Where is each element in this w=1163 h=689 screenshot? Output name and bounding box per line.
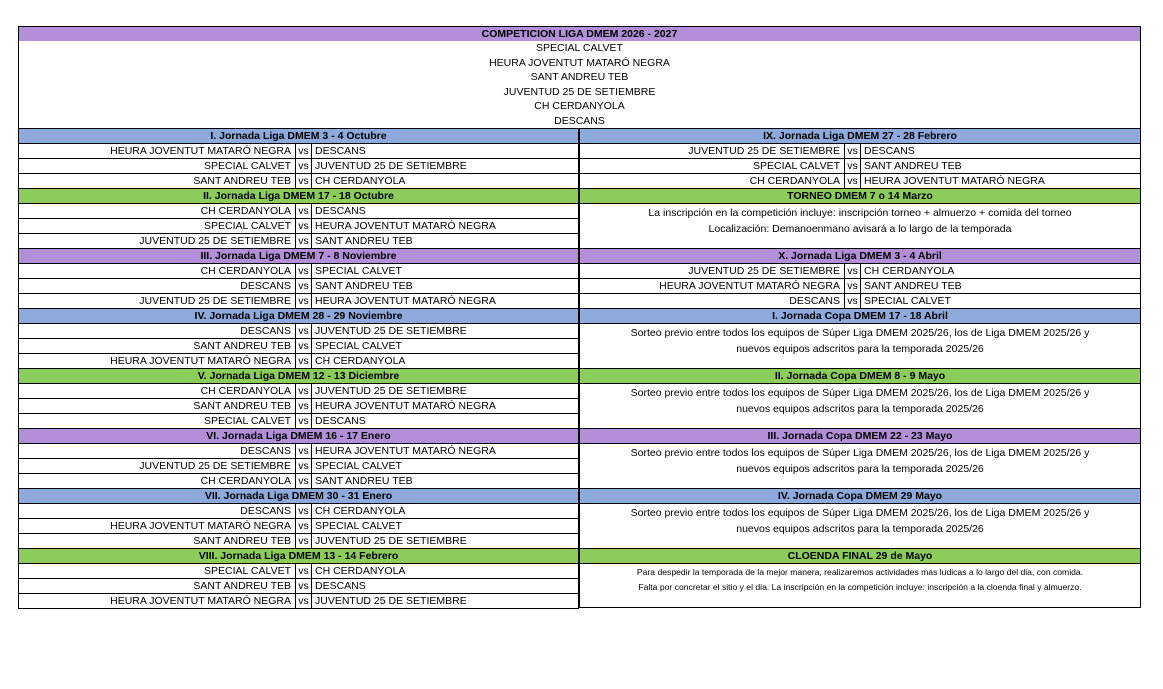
match-row: [18, 218, 579, 233]
away-team: SPECIAL CALVET: [315, 265, 402, 277]
away-team: SPECIAL CALVET: [315, 460, 402, 472]
home-team: JUVENTUD 25 DE SETIEMBRE: [580, 264, 845, 278]
match-row: [18, 533, 579, 548]
match-row: [18, 233, 579, 248]
vs-label: vs: [296, 594, 312, 608]
match-row: [18, 503, 579, 518]
home-team: SANT ANDREU TEB: [19, 534, 296, 548]
home-team: JUVENTUD 25 DE SETIEMBRE: [19, 234, 296, 248]
away-team: JUVENTUD 25 DE SETIEMBRE: [315, 160, 467, 172]
left-column: [18, 128, 579, 609]
vs-label: vs: [845, 174, 861, 188]
away-team: SANT ANDREU TEB: [864, 280, 962, 292]
vs-label: vs: [296, 234, 312, 248]
match-row: [18, 173, 579, 188]
vs-label: vs: [296, 564, 312, 578]
match-row: [18, 278, 579, 293]
vs-label: vs: [296, 339, 312, 353]
vs-label: vs: [296, 534, 312, 548]
round-note: [579, 503, 1141, 548]
away-team: DESCANS: [864, 145, 915, 157]
home-team: SPECIAL CALVET: [19, 414, 296, 428]
home-team: HEURA JOVENTUT MATARÓ NEGRA: [19, 594, 296, 608]
vs-label: vs: [296, 474, 312, 488]
away-team: JUVENTUD 25 DE SETIEMBRE: [315, 385, 467, 397]
away-team: JUVENTUD 25 DE SETIEMBRE: [315, 325, 467, 337]
away-team: CH CERDANYOLA: [864, 265, 955, 277]
home-team: DESCANS: [19, 504, 296, 518]
round-note: [579, 563, 1141, 608]
match-row: [18, 458, 579, 473]
vs-label: vs: [845, 279, 861, 293]
home-team: SPECIAL CALVET: [19, 219, 296, 233]
away-team: SANT ANDREU TEB: [315, 475, 413, 487]
round-header: IV. Jornada Copa DMEM 29 Mayo: [579, 488, 1141, 503]
team-list-item: SANT ANDREU TEB: [18, 70, 1141, 85]
round-header: VII. Jornada Liga DMEM 30 - 31 Enero: [18, 488, 579, 503]
vs-label: vs: [296, 264, 312, 278]
home-team: HEURA JOVENTUT MATARÓ NEGRA: [19, 144, 296, 158]
home-team: DESCANS: [19, 324, 296, 338]
round-header: III. Jornada Copa DMEM 22 - 23 Mayo: [579, 428, 1141, 443]
vs-label: vs: [296, 324, 312, 338]
home-team: CH CERDANYOLA: [19, 264, 296, 278]
away-team: CH CERDANYOLA: [315, 175, 406, 187]
away-team: SPECIAL CALVET: [315, 340, 402, 352]
away-team: DESCANS: [315, 415, 366, 427]
match-row: [579, 293, 1141, 308]
round-header: CLOENDA FINAL 29 de Mayo: [579, 548, 1141, 563]
vs-label: vs: [296, 144, 312, 158]
home-team: SPECIAL CALVET: [580, 159, 845, 173]
round-header: I. Jornada Liga DMEM 3 - 4 Octubre: [18, 128, 579, 143]
vs-label: vs: [296, 519, 312, 533]
match-row: [18, 203, 579, 218]
away-team: DESCANS: [315, 145, 366, 157]
vs-label: vs: [296, 204, 312, 218]
home-team: JUVENTUD 25 DE SETIEMBRE: [19, 459, 296, 473]
round-header: IX. Jornada Liga DMEM 27 - 28 Febrero: [579, 128, 1141, 143]
match-row: [18, 473, 579, 488]
home-team: JUVENTUD 25 DE SETIEMBRE: [19, 294, 296, 308]
match-row: [18, 578, 579, 593]
round-header: VIII. Jornada Liga DMEM 13 - 14 Febrero: [18, 548, 579, 563]
match-row: [18, 338, 579, 353]
match-row: [18, 443, 579, 458]
note-line: La inscripción en la competición incluye: inscripción torneo + almuerzo + comida del torneo: [648, 207, 1072, 219]
note-line: nuevos equipos adscritos para la temporada 2025/26: [736, 403, 984, 415]
away-team: CH CERDANYOLA: [315, 505, 406, 517]
away-team: HEURA JOVENTUT MATARÓ NEGRA: [315, 220, 496, 232]
away-team: HEURA JOVENTUT MATARÓ NEGRA: [864, 175, 1045, 187]
match-row: [18, 158, 579, 173]
match-row: [18, 563, 579, 578]
match-row: [18, 323, 579, 338]
right-column: [579, 128, 1141, 609]
competition-title: COMPETICION LIGA DMEM 2026 - 2027: [18, 26, 1141, 41]
team-list-item: DESCANS: [18, 114, 1141, 129]
away-team: HEURA JOVENTUT MATARÓ NEGRA: [315, 400, 496, 412]
note-line: nuevos equipos adscritos para la temporada 2025/26: [736, 343, 984, 355]
home-team: DESCANS: [580, 294, 845, 308]
home-team: HEURA JOVENTUT MATARÓ NEGRA: [580, 279, 845, 293]
team-list-item: SPECIAL CALVET: [18, 41, 1141, 56]
vs-label: vs: [296, 354, 312, 368]
away-team: JUVENTUD 25 DE SETIEMBRE: [315, 535, 467, 547]
away-team: SANT ANDREU TEB: [864, 160, 962, 172]
round-header: X. Jornada Liga DMEM 3 - 4 Abril: [579, 248, 1141, 263]
vs-label: vs: [296, 399, 312, 413]
vs-label: vs: [296, 459, 312, 473]
vs-label: vs: [845, 264, 861, 278]
home-team: SANT ANDREU TEB: [19, 174, 296, 188]
vs-label: vs: [296, 504, 312, 518]
match-row: [579, 278, 1141, 293]
home-team: SANT ANDREU TEB: [19, 579, 296, 593]
match-row: [18, 518, 579, 533]
home-team: CH CERDANYOLA: [580, 174, 845, 188]
schedule-sheet: [18, 26, 1141, 609]
home-team: SANT ANDREU TEB: [19, 399, 296, 413]
home-team: DESCANS: [19, 279, 296, 293]
home-team: JUVENTUD 25 DE SETIEMBRE: [580, 144, 845, 158]
home-team: HEURA JOVENTUT MATARÓ NEGRA: [19, 354, 296, 368]
round-header: IV. Jornada Liga DMEM 28 - 29 Noviembre: [18, 308, 579, 323]
match-row: [18, 263, 579, 278]
home-team: CH CERDANYOLA: [19, 384, 296, 398]
note-line: Sorteo previo entre todos los equipos de Súper Liga DMEM 2025/26, los de Liga DMEM 2025/26 y: [630, 507, 1090, 519]
vs-label: vs: [296, 414, 312, 428]
note-line: Sorteo previo entre todos los equipos de Súper Liga DMEM 2025/26, los de Liga DMEM 2025/26 y: [630, 447, 1090, 459]
vs-label: vs: [296, 279, 312, 293]
away-team: SPECIAL CALVET: [315, 520, 402, 532]
round-note: [579, 383, 1141, 428]
note-line: nuevos equipos adscritos para la temporada 2025/26: [736, 523, 984, 535]
match-row: [579, 158, 1141, 173]
away-team: HEURA JOVENTUT MATARÓ NEGRA: [315, 445, 496, 457]
match-row: [579, 173, 1141, 188]
away-team: CH CERDANYOLA: [315, 355, 406, 367]
vs-label: vs: [296, 294, 312, 308]
away-team: CH CERDANYOLA: [315, 565, 406, 577]
note-line: Localización: Demanoenmano avisará a lo largo de la temporada: [708, 223, 1012, 235]
round-note: [579, 323, 1141, 368]
round-header: II. Jornada Copa DMEM 8 - 9 Mayo: [579, 368, 1141, 383]
away-team: SANT ANDREU TEB: [315, 235, 413, 247]
home-team: DESCANS: [19, 444, 296, 458]
team-list-item: CH CERDANYOLA: [18, 99, 1141, 114]
note-line: Para despedir la temporada de la mejor manera, realizaremos actividades mas ludicas a lo largo del dia, con comida.: [636, 567, 1084, 577]
vs-label: vs: [845, 159, 861, 173]
away-team: SANT ANDREU TEB: [315, 280, 413, 292]
home-team: CH CERDANYOLA: [19, 204, 296, 218]
match-row: [579, 263, 1141, 278]
match-row: [18, 353, 579, 368]
round-note: [579, 443, 1141, 488]
match-row: [18, 593, 579, 609]
round-header: I. Jornada Copa DMEM 17 - 18 Abril: [579, 308, 1141, 323]
round-header: II. Jornada Liga DMEM 17 - 18 Octubre: [18, 188, 579, 203]
vs-label: vs: [296, 159, 312, 173]
note-line: nuevos equipos adscritos para la temporada 2025/26: [736, 463, 984, 475]
match-row: [18, 293, 579, 308]
vs-label: vs: [296, 444, 312, 458]
match-row: [18, 143, 579, 158]
vs-label: vs: [296, 219, 312, 233]
vs-label: vs: [845, 144, 861, 158]
round-note: [579, 203, 1141, 248]
match-row: [579, 143, 1141, 158]
away-team: SPECIAL CALVET: [864, 295, 951, 307]
home-team: SPECIAL CALVET: [19, 159, 296, 173]
team-list: [18, 41, 1141, 128]
team-list-item: HEURA JOVENTUT MATARÓ NEGRA: [18, 56, 1141, 71]
round-header: V. Jornada Liga DMEM 12 - 13 Diciembre: [18, 368, 579, 383]
home-team: CH CERDANYOLA: [19, 474, 296, 488]
note-line: Falta por concretar el sitio y el dia. La inscripción en la competición incluye: inscripción a la cloenda final y almuerzo.: [638, 582, 1082, 592]
match-row: [18, 383, 579, 398]
vs-label: vs: [296, 174, 312, 188]
home-team: SANT ANDREU TEB: [19, 339, 296, 353]
match-row: [18, 398, 579, 413]
away-team: DESCANS: [315, 205, 366, 217]
round-header: TORNEO DMEM 7 o 14 Marzo: [579, 188, 1141, 203]
home-team: SPECIAL CALVET: [19, 564, 296, 578]
match-row: [18, 413, 579, 428]
away-team: HEURA JOVENTUT MATARÓ NEGRA: [315, 295, 496, 307]
vs-label: vs: [845, 294, 861, 308]
round-header: VI. Jornada Liga DMEM 16 - 17 Enero: [18, 428, 579, 443]
vs-label: vs: [296, 579, 312, 593]
vs-label: vs: [296, 384, 312, 398]
note-line: Sorteo previo entre todos los equipos de Súper Liga DMEM 2025/26, los de Liga DMEM 2025/26 y: [630, 387, 1090, 399]
team-list-item: JUVENTUD 25 DE SETIEMBRE: [18, 85, 1141, 100]
schedule-columns: [18, 128, 1141, 609]
away-team: DESCANS: [315, 580, 366, 592]
away-team: JUVENTUD 25 DE SETIEMBRE: [315, 595, 467, 607]
round-header: III. Jornada Liga DMEM 7 - 8 Noviembre: [18, 248, 579, 263]
home-team: HEURA JOVENTUT MATARÓ NEGRA: [19, 519, 296, 533]
note-line: Sorteo previo entre todos los equipos de Súper Liga DMEM 2025/26, los de Liga DMEM 2025/26 y: [630, 327, 1090, 339]
